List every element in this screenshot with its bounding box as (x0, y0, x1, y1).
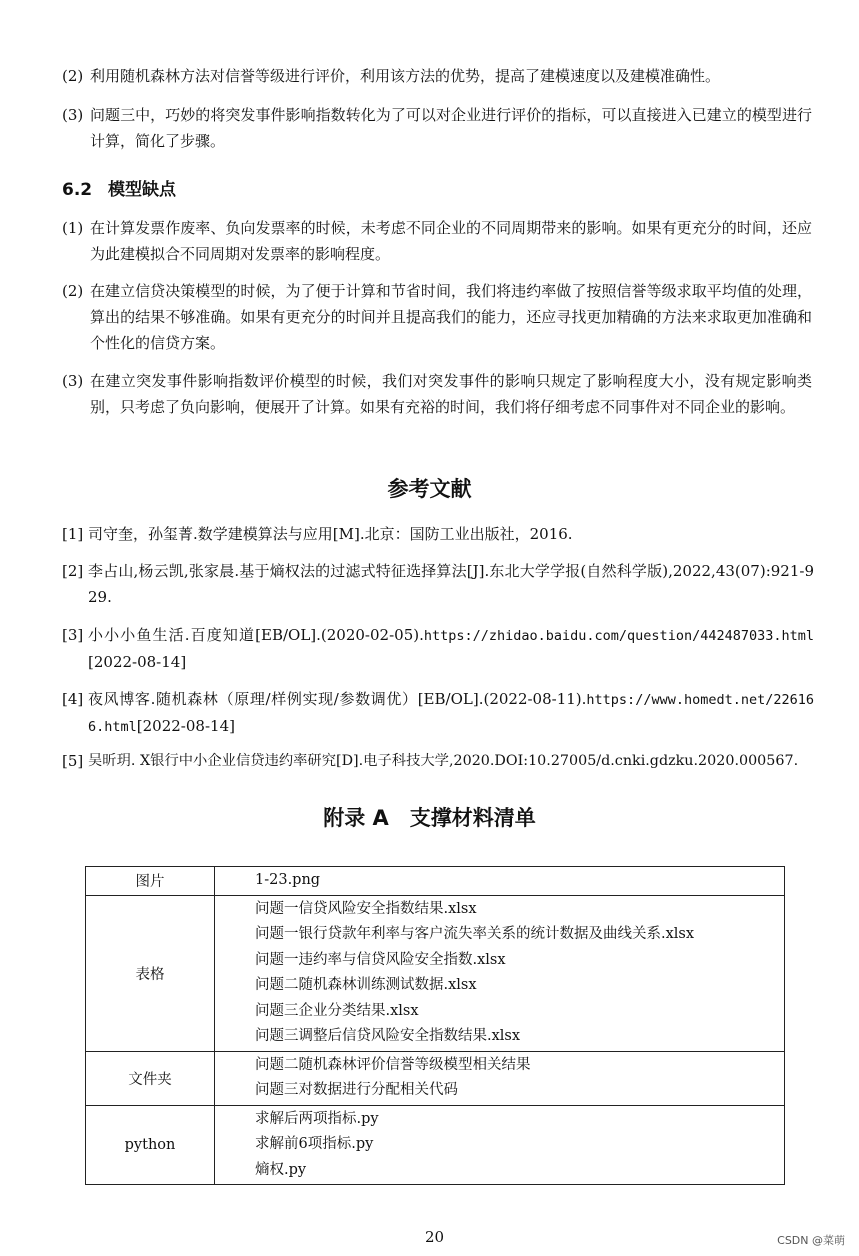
category-cell: 表格 (86, 895, 215, 1051)
file-name: 问题三对数据进行分配相关代码 (255, 1082, 458, 1098)
file-name: 问题一信贷风险安全指数结果.xlsx (255, 900, 477, 917)
file-name: 问题三企业分类结果.xlsx (255, 1002, 419, 1019)
table-row (86, 867, 785, 896)
file-name: 熵权.py (255, 1161, 307, 1178)
reference-number: [2] (62, 562, 84, 580)
list-text: 在建立突发事件影响指数评价模型的时候，我们对突发事件的影响只规定了影响程度大小，没有规定影响类别，只考虑了负向影响，便展开了计算。如果有充裕的时间，我们将仔细考虑不同事件对不同企业的影响。 (90, 372, 812, 416)
disadvantage-item-1 (62, 215, 812, 267)
section-heading (62, 176, 176, 204)
category-cell: python (86, 1105, 215, 1185)
table-row (86, 1051, 785, 1105)
reference-item (62, 521, 814, 547)
reference-access-date: [2022-08-14] (136, 717, 235, 735)
category-cell: 文件夹 (86, 1051, 215, 1105)
list-text: 利用随机森林方法对信誉等级进行评价，利用该方法的优势，提高了建模速度以及建模准确性。 (90, 67, 721, 85)
reference-text: 司守奎，孙玺菁.数学建模算法与应用[M].北京：国防工业出版社，2016. (88, 525, 573, 543)
reference-item (62, 748, 814, 774)
list-number: (3) (62, 372, 84, 390)
file-name: 问题一银行贷款年利率与客户流失率关系的统计数据及曲线关系.xlsx (255, 926, 695, 942)
reference-url[interactable]: https://www.homedt.net/226166.html (88, 692, 814, 735)
reference-number: [5] (62, 752, 84, 770)
file-name: 问题二随机森林评价信誉等级模型相关结果 (255, 1056, 531, 1073)
table-row (86, 1105, 785, 1185)
files-cell (215, 1105, 785, 1185)
section-number: 6.2 (62, 180, 93, 200)
appendix-title: 附录 A 支撑材料清单 (323, 806, 536, 830)
watermark: CSDN @菜萌 (777, 1234, 845, 1247)
files-cell (215, 1051, 785, 1105)
reference-text: 李占山,杨云凯,张家晨.基于熵权法的过滤式特征选择算法[J].东北大学学报(自然科学版),2022,43(07):921-929. (88, 562, 814, 606)
file-name: 问题三调整后信贷风险安全指数结果.xlsx (255, 1028, 521, 1044)
reference-text: 吴昕玥. X银行中小企业信贷违约率研究[D].电子科技大学,2020.DOI:10.27005/d.cnki.gdzku.2020.000567. (88, 753, 799, 769)
list-text: 在计算发票作废率、负向发票率的时候，未考虑不同企业的不同周期带来的影响。如果有更充分的时间，还应为此建模拟合不同周期对发票率的影响程度。 (90, 219, 812, 263)
advantage-item-2 (62, 63, 812, 89)
files-cell (215, 895, 785, 1051)
disadvantage-item-2 (62, 278, 812, 356)
advantage-item-3 (62, 102, 812, 154)
category-cell: 图片 (86, 867, 215, 896)
file-name: 问题二随机森林训练测试数据.xlsx (255, 977, 477, 993)
reference-item (62, 558, 814, 610)
disadvantage-item-3 (62, 368, 812, 420)
list-number: (2) (62, 67, 84, 85)
file-name: 1-23.png (255, 872, 321, 888)
reference-item (62, 686, 814, 740)
reference-text: 小小小鱼生活.百度知道[EB/OL].(2020-02-05).https://zhidao.baidu.com/question/442487033.html[2022-08-14] (88, 626, 814, 671)
reference-number: [3] (62, 626, 84, 644)
list-text: 在建立信贷决策模型的时候，为了便于计算和节省时间，我们将违约率做了按照信誉等级求取平均值的处理，算出的结果不够准确。如果有更充分的时间并且提高我们的能力，还应寻找更加精确的方法来求取更加准确和个性化的信贷方案。 (90, 282, 812, 352)
reference-url[interactable]: https://zhidao.baidu.com/question/442487033.html (423, 628, 814, 644)
section-title: 模型缺点 (108, 180, 176, 200)
files-cell (215, 867, 785, 896)
reference-text: 夜风博客.随机森林（原理/样例实现/参数调优）[EB/OL].(2022-08-11).https://www.homedt.net/226166.html[2022-08-14] (88, 690, 814, 735)
references-title: 参考文献 (387, 477, 472, 501)
file-name: 求解后两项指标.py (255, 1110, 379, 1127)
reference-item (62, 622, 814, 675)
list-number: (2) (62, 282, 84, 300)
list-number: (1) (62, 219, 84, 237)
reference-number: [1] (62, 525, 84, 543)
reference-access-date: [2022-08-14] (88, 653, 187, 671)
file-name: 求解前6项指标.py (255, 1136, 374, 1152)
materials-table (85, 866, 785, 1185)
page-number: 20 (424, 1228, 445, 1246)
file-name: 问题一违约率与信贷风险安全指数.xlsx (255, 951, 506, 968)
list-number: (3) (62, 106, 84, 124)
reference-number: [4] (62, 690, 84, 708)
table-row (86, 895, 785, 1051)
list-text: 问题三中，巧妙的将突发事件影响指数转化为了可以对企业进行评价的指标，可以直接进入已建立的模型进行计算，简化了步骤。 (90, 106, 812, 150)
